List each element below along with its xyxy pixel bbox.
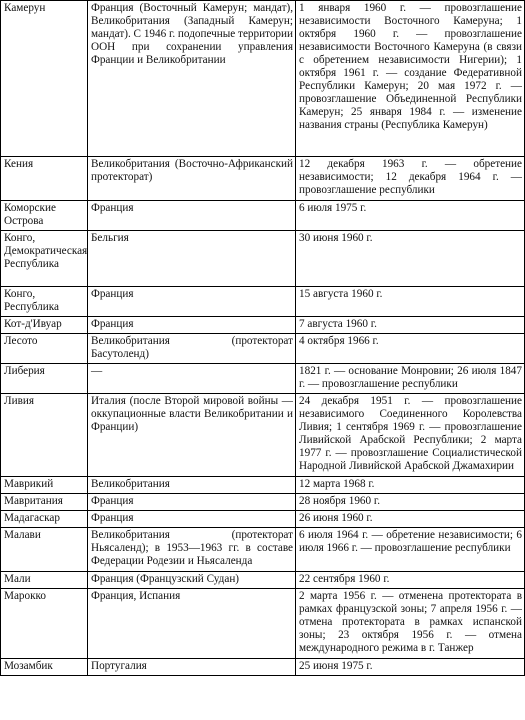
table-row bbox=[1, 364, 525, 394]
country-cell: Мозамбик bbox=[1, 659, 88, 676]
ruler-cell: — bbox=[88, 364, 296, 394]
table-row bbox=[1, 589, 525, 659]
ruler-cell: Великобритания bbox=[88, 477, 296, 494]
ruler-cell: Франция bbox=[88, 511, 296, 528]
ruler-cell: Франция (Французский Судан) bbox=[88, 572, 296, 589]
events-cell: 12 марта 1968 г. bbox=[296, 477, 525, 494]
ruler-cell: Великобритания (Восточно-Африканский протекторат) bbox=[88, 157, 296, 201]
events-cell: 15 августа 1960 г. bbox=[296, 287, 525, 317]
ruler-cell: Великобритания (протекторат Ньясаленд); в 1953—1963 гг. в составе Федерации Родезии и Ньясаленда bbox=[88, 528, 296, 572]
events-cell: 1821 г. — основание Монровии; 26 июля 1847 г. — провозглашение республики bbox=[296, 364, 525, 394]
country-cell: Мадагаскар bbox=[1, 511, 88, 528]
table-row bbox=[1, 334, 525, 364]
events-cell: 7 августа 1960 г. bbox=[296, 317, 525, 334]
events-cell: 24 декабря 1951 г. — провозглашение независимого Соединенного Королевства Ливия; 1 сентября 1969 г. — провозглашение Ливийской Арабской Республики; 2 марта 1977 г. — провозглашение Социалистической Народной Ливийской Арабской Джамахирии bbox=[296, 394, 525, 477]
events-cell: 28 ноября 1960 г. bbox=[296, 494, 525, 511]
table-row bbox=[1, 231, 525, 287]
events-cell: 1 января 1960 г. — провозглашение независимости Восточного Камеруна; 1 октября 1960 г. — провозглашение независимости Восточного Камеруна (в связи с обретением независимости Нигерии); 1 октября 1961 г. — создание Федеративной Республики Камерун; 20 мая 1972 г. — провозглашение Объединенной Республики Камерун; 25 января 1984 г. — изменение названия страны (Республика Камерун) bbox=[296, 1, 525, 157]
country-cell: Либерия bbox=[1, 364, 88, 394]
ruler-cell: Великобритания (протекторат Басутоленд) bbox=[88, 334, 296, 364]
ruler-cell: Италия (после Второй мировой войны — оккупационные власти Великобритании и Франции) bbox=[88, 394, 296, 477]
events-cell: 30 июня 1960 г. bbox=[296, 231, 525, 287]
events-cell: 26 июня 1960 г. bbox=[296, 511, 525, 528]
table-row bbox=[1, 1, 525, 157]
table-row bbox=[1, 287, 525, 317]
country-cell: Камерун bbox=[1, 1, 88, 157]
events-cell: 2 марта 1956 г. — отменена протектората в рамках французской зоны; 7 апреля 1956 г. — отмена протектората в рамках испанской зоны; 23 октября 1956 г. — отмена международного режима в г. Танжер bbox=[296, 589, 525, 659]
country-cell: Марокко bbox=[1, 589, 88, 659]
table-row bbox=[1, 659, 525, 676]
ruler-cell: Бельгия bbox=[88, 231, 296, 287]
country-cell: Маврикий bbox=[1, 477, 88, 494]
table-row bbox=[1, 317, 525, 334]
ruler-cell: Франция bbox=[88, 317, 296, 334]
country-cell: Малави bbox=[1, 528, 88, 572]
table-row bbox=[1, 201, 525, 231]
table-row bbox=[1, 494, 525, 511]
table-row bbox=[1, 157, 525, 201]
ruler-cell: Франция bbox=[88, 201, 296, 231]
ruler-cell: Франция, Испания bbox=[88, 589, 296, 659]
ruler-cell: Франция bbox=[88, 494, 296, 511]
country-cell: Ливия bbox=[1, 394, 88, 477]
ruler-cell: Португалия bbox=[88, 659, 296, 676]
table-row bbox=[1, 511, 525, 528]
ruler-cell: Франция (Восточный Камерун; мандат), Великобритания (Западный Камерун; мандат). С 1946 г. подопечные территории ООН при сохранении управления Франции и Великобритании bbox=[88, 1, 296, 157]
events-cell: 12 декабря 1963 г. — обретение независимости; 12 декабря 1964 г. — провозглашение республики bbox=[296, 157, 525, 201]
table-row bbox=[1, 477, 525, 494]
table-row bbox=[1, 394, 525, 477]
country-cell: Мавритания bbox=[1, 494, 88, 511]
events-cell: 6 июля 1964 г. — обретение независимости; 6 июля 1966 г. — провозглашение республики bbox=[296, 528, 525, 572]
country-cell: Кот-д'Ивуар bbox=[1, 317, 88, 334]
events-cell: 6 июля 1975 г. bbox=[296, 201, 525, 231]
table-row bbox=[1, 572, 525, 589]
country-cell: Кения bbox=[1, 157, 88, 201]
country-cell: Конго, Демократическая Республика bbox=[1, 231, 88, 287]
events-cell: 4 октября 1966 г. bbox=[296, 334, 525, 364]
country-cell: Коморские Острова bbox=[1, 201, 88, 231]
country-cell: Лесото bbox=[1, 334, 88, 364]
table-row bbox=[1, 528, 525, 572]
events-cell: 22 сентября 1960 г. bbox=[296, 572, 525, 589]
events-cell: 25 июня 1975 г. bbox=[296, 659, 525, 676]
country-cell: Конго, Республика bbox=[1, 287, 88, 317]
ruler-cell: Франция bbox=[88, 287, 296, 317]
country-cell: Мали bbox=[1, 572, 88, 589]
